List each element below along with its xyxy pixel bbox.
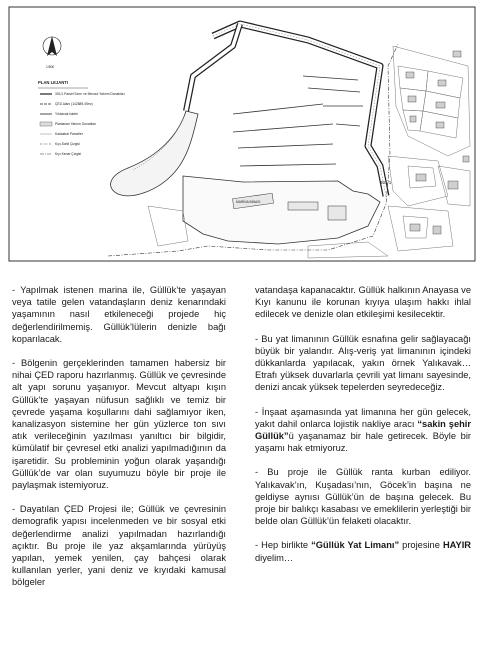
legend-item-cadastral: Kadastral Parseller bbox=[55, 132, 83, 136]
paragraph-construction bbox=[255, 406, 471, 455]
say-no-text-mid: projesine bbox=[399, 540, 443, 551]
legend-title: PLAN LEJANTI bbox=[38, 80, 69, 85]
paragraph-say-no bbox=[255, 539, 471, 563]
breakwater bbox=[186, 24, 386, 196]
legend-item-planned: Planlanan Yatırım Donatıları bbox=[55, 122, 97, 126]
legend-item-demolish: Yıkılacak İskele bbox=[55, 112, 78, 116]
town-buildings bbox=[406, 51, 469, 234]
paragraph-ced-report: - Bölgenin gerçeklerinden tamamen habersiz bir nihai ÇED raporu hazırlanmış. Güllük ve çevresinde alt yapı sorunu yaşanıyor. Mevcut altyapı kışın Güllük’te yaşayan nüfusun sağlıklı ve temiz bir çevrede yaşama koşullarını dahi sağlamıyor iken, kanalizasyon sistemine her gün yüzlerce ton sıvı atık verileceğinin yazılması yanıltıcı bir bilgidir, kümülatif bir çevresel etki analizi yapılmadığının da işaretidir. Su probleminin yoğun olarak yaşandığı Güllük’de var olan suyumuzu böyle bir proje ile paylaşmak istemiyoruz. bbox=[12, 358, 226, 491]
say-no-text-start: - Hep birlikte bbox=[255, 540, 312, 551]
legend-item-parcel: 301/1 Parsel Sınırı ve Mevcut Yatırım Donatıları bbox=[55, 92, 125, 96]
north-arrow-icon bbox=[43, 36, 61, 56]
site-plan-drawing bbox=[8, 6, 476, 262]
paragraph-tradesmen: - Bu yat limanının Güllük esnafına gelir sağlayacağı büyük bir yalandır. Alış-veriş yat limanının içindeki dükkanlarda yapılacak, yakın örnek Yalıkavak… Etrafı yüksek duvarlarla çevrili yat limanı sayesinde, denizi ancak yüksek tepelerden seyredeceğiz. bbox=[255, 333, 471, 393]
say-no-hayir: HAYIR bbox=[442, 540, 472, 551]
paragraph-rent: - Bu proje ile Güllük ranta kurban ediliyor. Yalıkavak’ın, Kuşadası’nın, Göcek’in başına ne geldiyse aynısı Güllük’ün de başına gelecek. Bu proje bir balıkçı kasabası ve emeklilerin yerleştiği bir belde olan Güllük’ün felaketi olacaktır. bbox=[255, 467, 471, 527]
construction-text-start: - İnşaat aşamasında yat limanına her gün gelecek, yakıt dahil onlarca lojistik nakliye aracı bbox=[255, 406, 471, 429]
map-legend bbox=[38, 80, 125, 156]
parcel-label: 301/1 bbox=[380, 180, 392, 185]
paragraph-marina-impact: - Yapılmak istenen marina ile, Güllük’te yaşayan veya tatile gelen vatandaşların deniz kenarındaki yaşamının nasıl etkileneceği projede hiç değerlendirilmemiş. Güllük’lülerin denizle bağı koparılacak. bbox=[12, 285, 226, 344]
legend-item-ced-area: ÇED Alanı (142889,45m²) bbox=[55, 102, 93, 106]
pontoons bbox=[233, 76, 363, 166]
construction-text-bold: “sakin şehir Güllük” bbox=[255, 418, 472, 442]
site-plan-map bbox=[8, 6, 476, 262]
say-no-project-name: “Güllük Yat Limanı” bbox=[311, 540, 400, 551]
right-column bbox=[255, 284, 471, 576]
say-no-text-end: diyelim… bbox=[255, 552, 294, 563]
construction-text-end: ü yaşanamaz bir hale getirecek. Böyle bir yaşamı hak etmiyoruz. bbox=[255, 431, 471, 454]
legend-item-coast: Kıyı-Sahil Çizgisi bbox=[55, 142, 80, 146]
legend-item-shore-edge: Kıyı Kenar Çizgisi bbox=[55, 152, 82, 156]
marina-building-label: MARİNA BİNASI bbox=[236, 200, 261, 204]
map-scale: 1/500 bbox=[46, 65, 55, 69]
paragraph-demographic: - Dayatılan ÇED Projesi ile; Güllük ve çevresinin demografik yapısı incelenmeden ve bir sosyal etki değerlendirme analizi yapılmadan hazırlandığı açıktır. Bu proje ile yaz akşamlarında yürüyüş yapılan, yemek yenilen, çay bahçesi olarak kullanılan yerler, yani deniz ve kıyıdaki kamusal bölgeler bbox=[12, 504, 226, 588]
quay-area bbox=[183, 176, 380, 244]
paragraph-public-access: vatandaşa kapanacaktır. Güllük halkının Anayasa ve Kıyı kanunu ile korunan kıyıya ulaşım hakkı ihlal edilecek ve denizle olan etkileşimi kesilecektir. bbox=[255, 285, 471, 320]
left-column bbox=[12, 284, 226, 601]
